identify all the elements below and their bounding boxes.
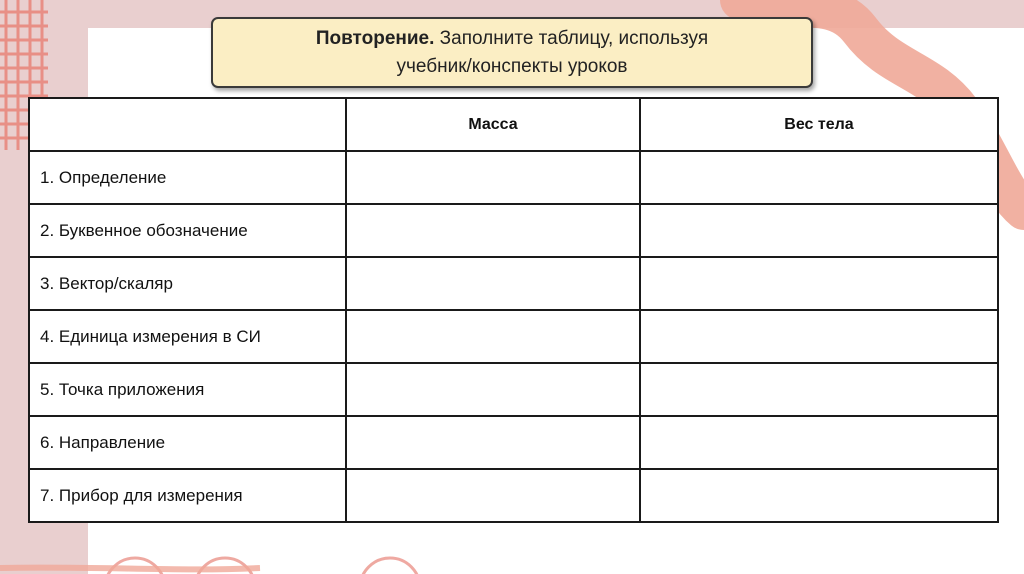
cell-weight[interactable] — [640, 257, 998, 310]
cell-mass[interactable] — [346, 363, 640, 416]
cell-mass[interactable] — [346, 257, 640, 310]
table-header-row — [29, 98, 998, 151]
cell-mass[interactable] — [346, 204, 640, 257]
row-label: 2. Буквенное обозначение — [29, 204, 346, 257]
header-weight: Вес тела — [640, 98, 998, 151]
table-row — [29, 363, 998, 416]
table-row — [29, 151, 998, 204]
bottom-wave — [0, 568, 260, 570]
cell-weight[interactable] — [640, 204, 998, 257]
table-row — [29, 469, 998, 522]
title-line2: учебник/конспекты уроков — [396, 55, 628, 77]
title-text — [316, 25, 708, 81]
row-label: 5. Точка приложения — [29, 363, 346, 416]
title-box — [211, 17, 813, 88]
cell-weight[interactable] — [640, 310, 998, 363]
row-label: 6. Направление — [29, 416, 346, 469]
row-label: 3. Вектор/скаляр — [29, 257, 346, 310]
table-row — [29, 257, 998, 310]
cell-weight[interactable] — [640, 363, 998, 416]
row-label: 4. Единица измерения в СИ — [29, 310, 346, 363]
row-label: 7. Прибор для измерения — [29, 469, 346, 522]
cell-mass[interactable] — [346, 151, 640, 204]
comparison-table — [28, 97, 999, 523]
cell-mass[interactable] — [346, 469, 640, 522]
header-empty — [29, 98, 346, 151]
cell-weight[interactable] — [640, 416, 998, 469]
cell-weight[interactable] — [640, 469, 998, 522]
table-row — [29, 204, 998, 257]
cell-weight[interactable] — [640, 151, 998, 204]
row-label: 1. Определение — [29, 151, 346, 204]
title-lead: Повторение. — [315, 27, 435, 49]
cell-mass[interactable] — [346, 416, 640, 469]
title-line1: Заполните таблицу, используя — [439, 27, 709, 49]
cell-mass[interactable] — [346, 310, 640, 363]
table-row — [29, 416, 998, 469]
header-mass: Масса — [346, 98, 640, 151]
table-row — [29, 310, 998, 363]
